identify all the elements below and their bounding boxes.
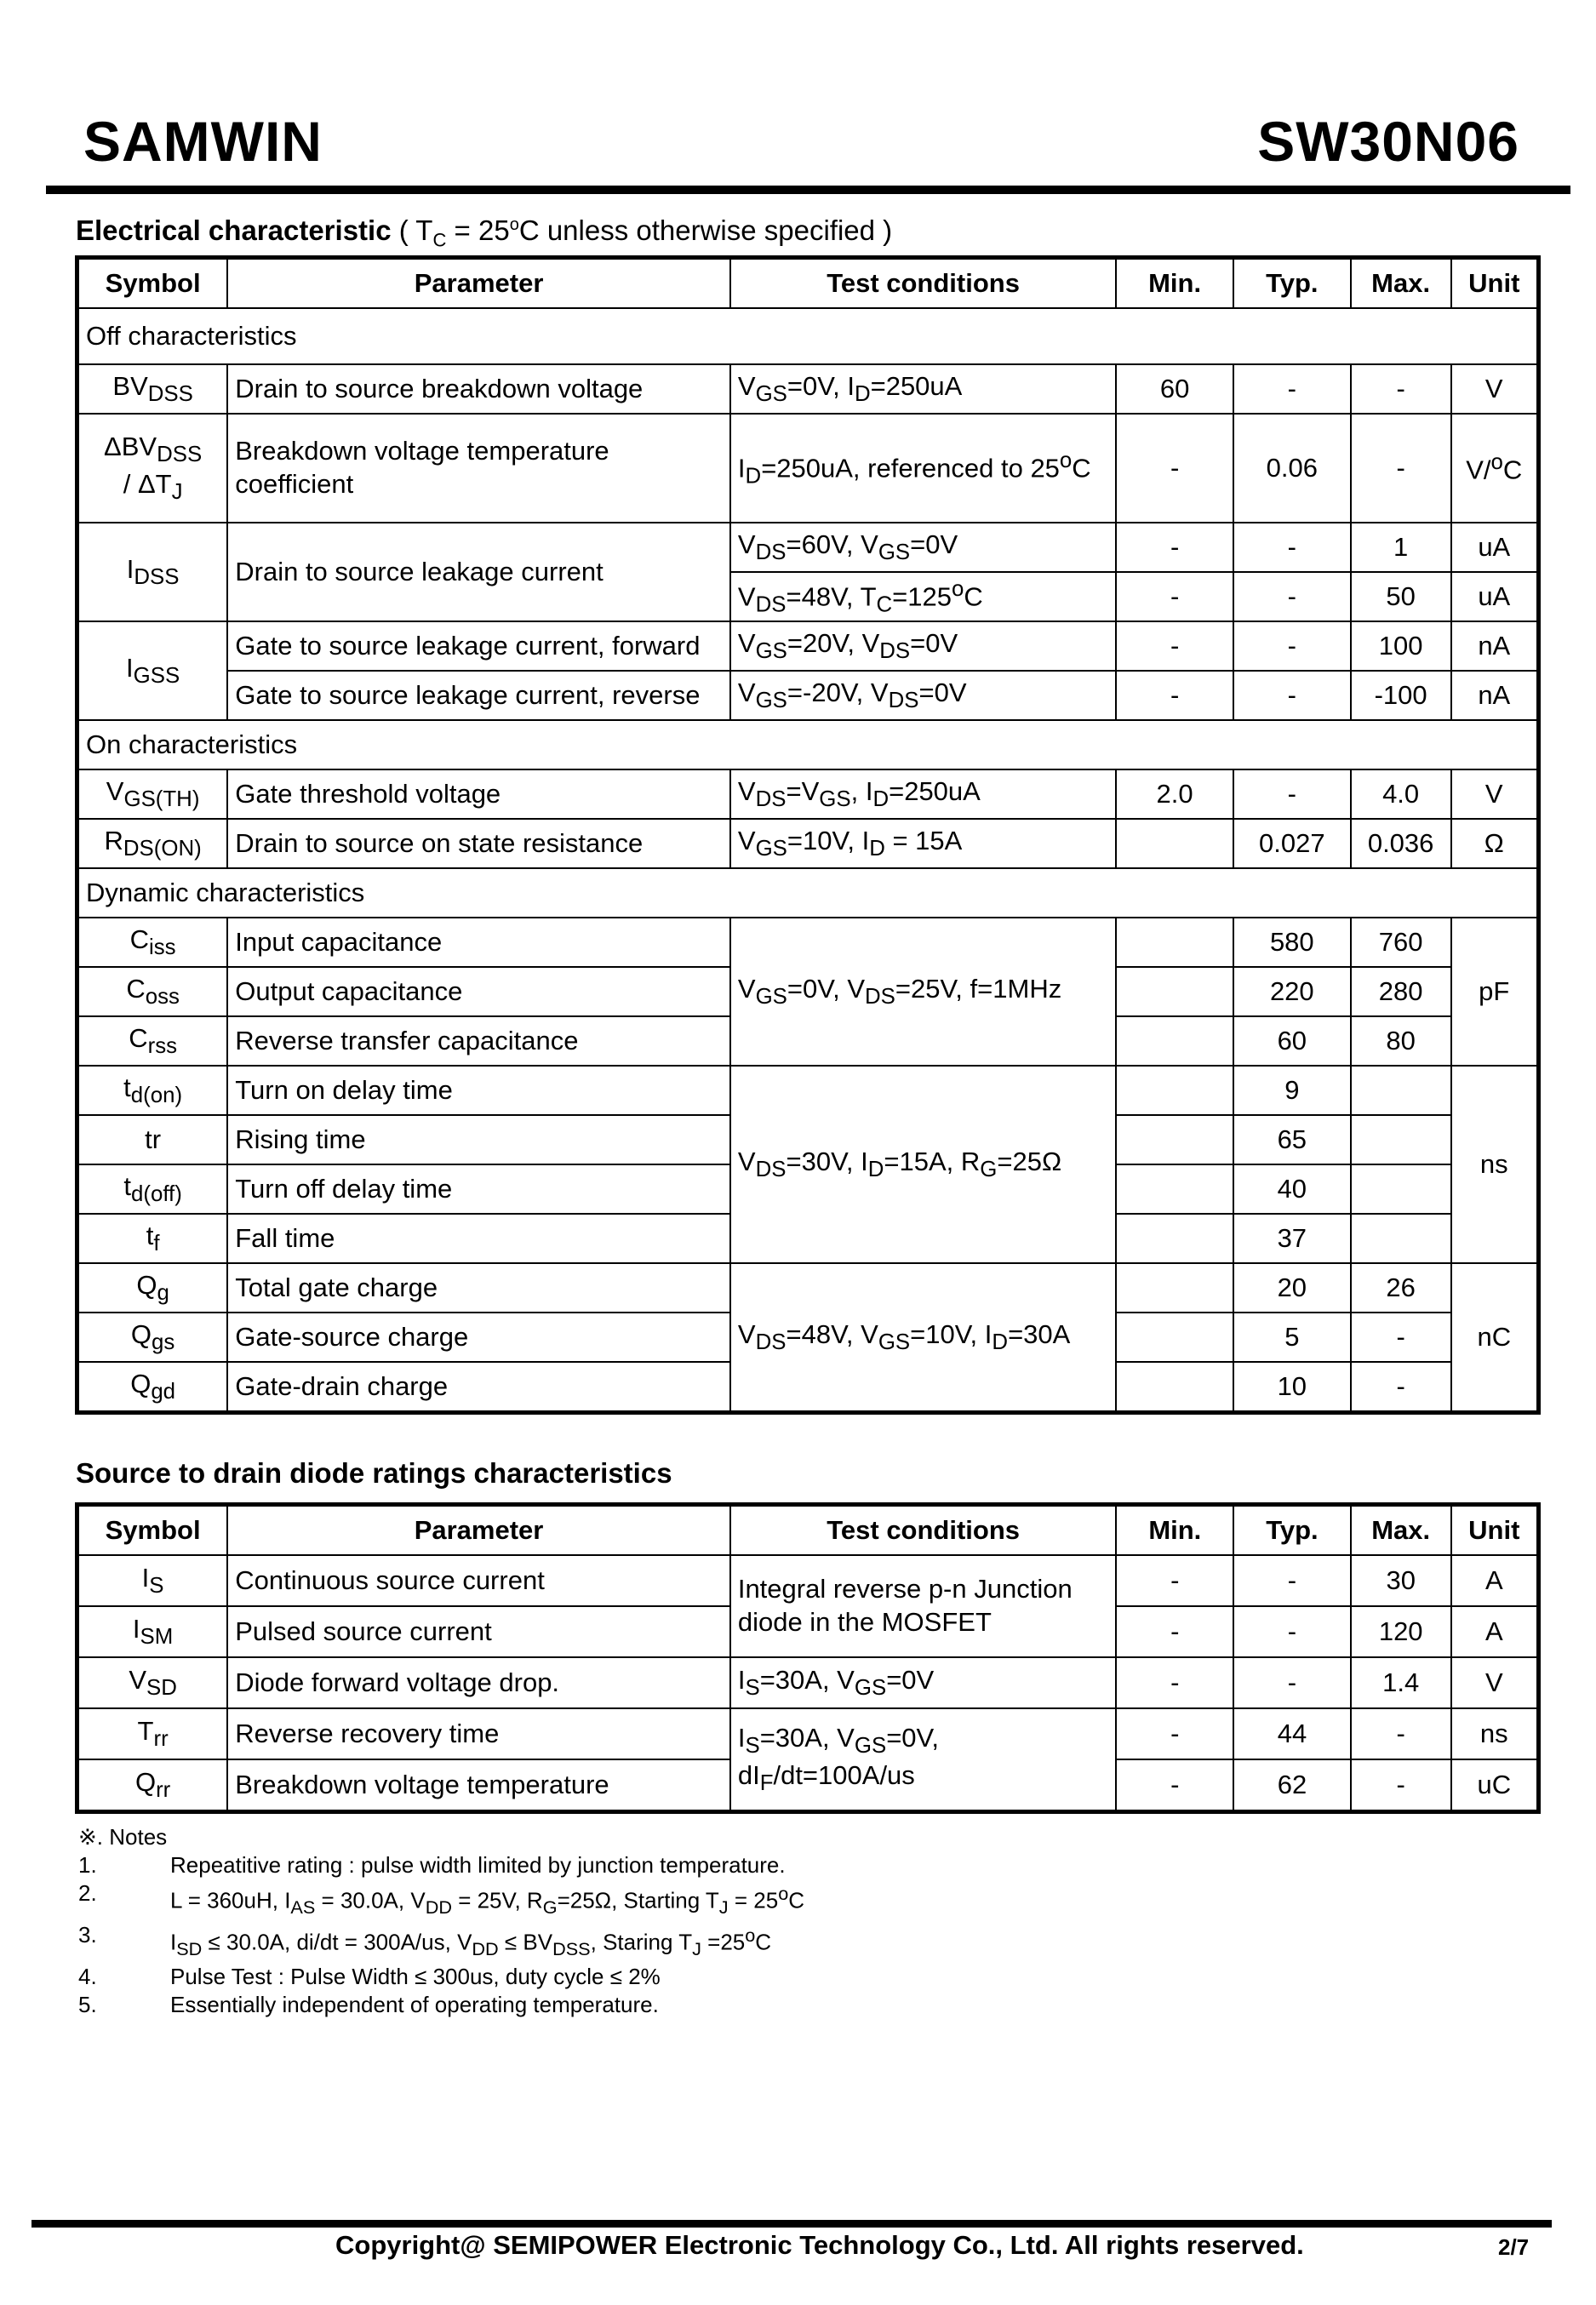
table-row: $C_{oss}$ Output capacitance 220 280 [77, 967, 1539, 1016]
table-header-row [77, 258, 1539, 309]
table-row: $C_{rss}$ Reverse transfer capacitance 60 80 [77, 1016, 1539, 1066]
table-row: $t_{d(off)}$ Turn off delay time 40 [77, 1164, 1539, 1214]
table-row: $I_S$ Continuous source current Integral reverse p-n Junction diode in the MOSFET - - 30 A [77, 1555, 1539, 1606]
col-max: Max. [1351, 258, 1451, 309]
col-typ: Typ. [1233, 1505, 1351, 1556]
col-max: Max. [1351, 1505, 1451, 1556]
brand-logo: SAMWIN [83, 110, 323, 173]
note-item: 1. Repeatitive rating : pulse width limited by junction temperature. [78, 1852, 786, 1878]
col-min: Min. [1116, 1505, 1233, 1556]
group-row: Dynamic characteristics [77, 868, 1539, 918]
footer-rule [31, 2220, 1552, 2228]
table-row: $I_{GSS}$ Gate to source leakage current, forward $V_{GS}=20V$, $V_{DS}=0V$ - - 100 nA [77, 621, 1539, 671]
col-min: Min. [1116, 258, 1233, 309]
col-unit: Unit [1451, 1505, 1539, 1556]
col-test-conditions: Test conditions [730, 258, 1116, 309]
table-row: $R_{DS(ON)}$ Drain to source on state resistance $V_{GS}=10V$, $I_D = 15A$ 0.027 0.036 Ω [77, 819, 1539, 868]
note-item: 3. $I_{SD} \le 30.0A$, di/dt = 300A/us, $V_{DD} \le BV_{DSS}$, Staring $T_J =25^oC$ [78, 1921, 772, 1959]
section-title-diode: Source to drain diode ratings characteristics [76, 1457, 672, 1489]
header-rule [46, 186, 1570, 194]
copyright-text: Copyright@ SEMIPOWER Electronic Technology Co., Ltd. All rights reserved. [335, 2230, 1304, 2260]
col-symbol: Symbol [77, 1505, 228, 1556]
table-row: $BV_{DSS}$ Drain to source breakdown voltage $V_{GS}=0V$, $I_D=250uA$ 60 - - V [77, 364, 1539, 414]
table-row: $T_{rr}$ Reverse recovery time $I_S=30A$, $V_{GS}=0V$, $dI_F/dt=100A/us$ - 44 - ns [77, 1708, 1539, 1759]
group-row: On characteristics [77, 720, 1539, 769]
table-row: $t_{d(on)}$ Turn on delay time $V_{DS}=30V$, $I_D=15A$, $R_G=25\Omega$ 9 ns [77, 1066, 1539, 1115]
table-row: $I_{SM}$ Pulsed source current - - 120 A [77, 1606, 1539, 1657]
part-number: SW30N06 [1257, 110, 1519, 173]
electrical-characteristics-table [75, 255, 1541, 1415]
table-row: $I_{DSS}$ Drain to source leakage current $V_{DS}=60V$, $V_{GS}=0V$ - - 1 uA [77, 523, 1539, 572]
notes [78, 1823, 804, 2019]
diode-ratings-table [75, 1502, 1541, 1814]
table-row: $Q_{rr}$ Breakdown voltage temperature - 62 - uC [77, 1759, 1539, 1812]
col-typ: Typ. [1233, 258, 1351, 309]
table-row: $V_{DS}=48V$, $T_C=125^oC$ - - 50 uA [77, 572, 1539, 621]
table-row: $Q_{gd}$ Gate-drain charge 10 - [77, 1362, 1539, 1413]
section-title-electrical: Electrical characteristic ( $T_C = 25^oC$ unless otherwise specified ) [76, 214, 893, 251]
table-row: Gate to source leakage current, reverse $V_{GS}=-20V$, $V_{DS}=0V$ - - -100 nA [77, 671, 1539, 720]
col-parameter: Parameter [227, 258, 730, 309]
table-row: $Q_{gs}$ Gate-source charge 5 - [77, 1313, 1539, 1362]
table-header-row [77, 1505, 1539, 1556]
table-row: $C_{iss}$ Input capacitance $V_{GS}=0V$, $V_{DS}=25V$, f=1MHz 580 760 pF [77, 918, 1539, 967]
col-parameter: Parameter [227, 1505, 730, 1556]
table-row: $t_f$ Fall time 37 [77, 1214, 1539, 1263]
note-item: 2. L = 360uH, $I_{AS} = 30.0A$, $V_{DD} = 25V$, $R_G=25\Omega$, Starting $T_J = 25^oC$ [78, 1880, 805, 1918]
table-row: $V_{SD}$ Diode forward voltage drop. $I_S=30A$, $V_{GS}=0V$ - - 1.4 V [77, 1657, 1539, 1708]
note-item: 4. Pulse Test : Pulse Width ≤ 300us, duty cycle ≤ 2% [78, 1963, 661, 1989]
col-test-conditions: Test conditions [730, 1505, 1117, 1556]
note-item: 5. Essentially independent of operating temperature. [78, 1991, 659, 2017]
table-row: $Q_g$ Total gate charge $V_{DS}=48V$, $V_{GS}=10V$, $I_D=30A$ 20 26 nC [77, 1263, 1539, 1313]
group-row: Off characteristics [77, 308, 1539, 364]
table-row: tr Rising time 65 [77, 1115, 1539, 1164]
table-row: $\Delta BV_{DSS}$ / $\Delta T_J$ Breakdown voltage temperature coefficient $I_D=250uA$, referenced to 25$^o$C - 0.06 - V/$^o$C [77, 414, 1539, 523]
notes-title: ※. Notes [78, 1824, 168, 1850]
table-row: $V_{GS(TH)}$ Gate threshold voltage $V_{DS}=V_{GS}$, $I_D=250uA$ 2.0 - 4.0 V [77, 769, 1539, 819]
col-symbol: Symbol [77, 258, 228, 309]
page-number: 2/7 [1498, 2234, 1530, 2260]
col-unit: Unit [1451, 258, 1539, 309]
